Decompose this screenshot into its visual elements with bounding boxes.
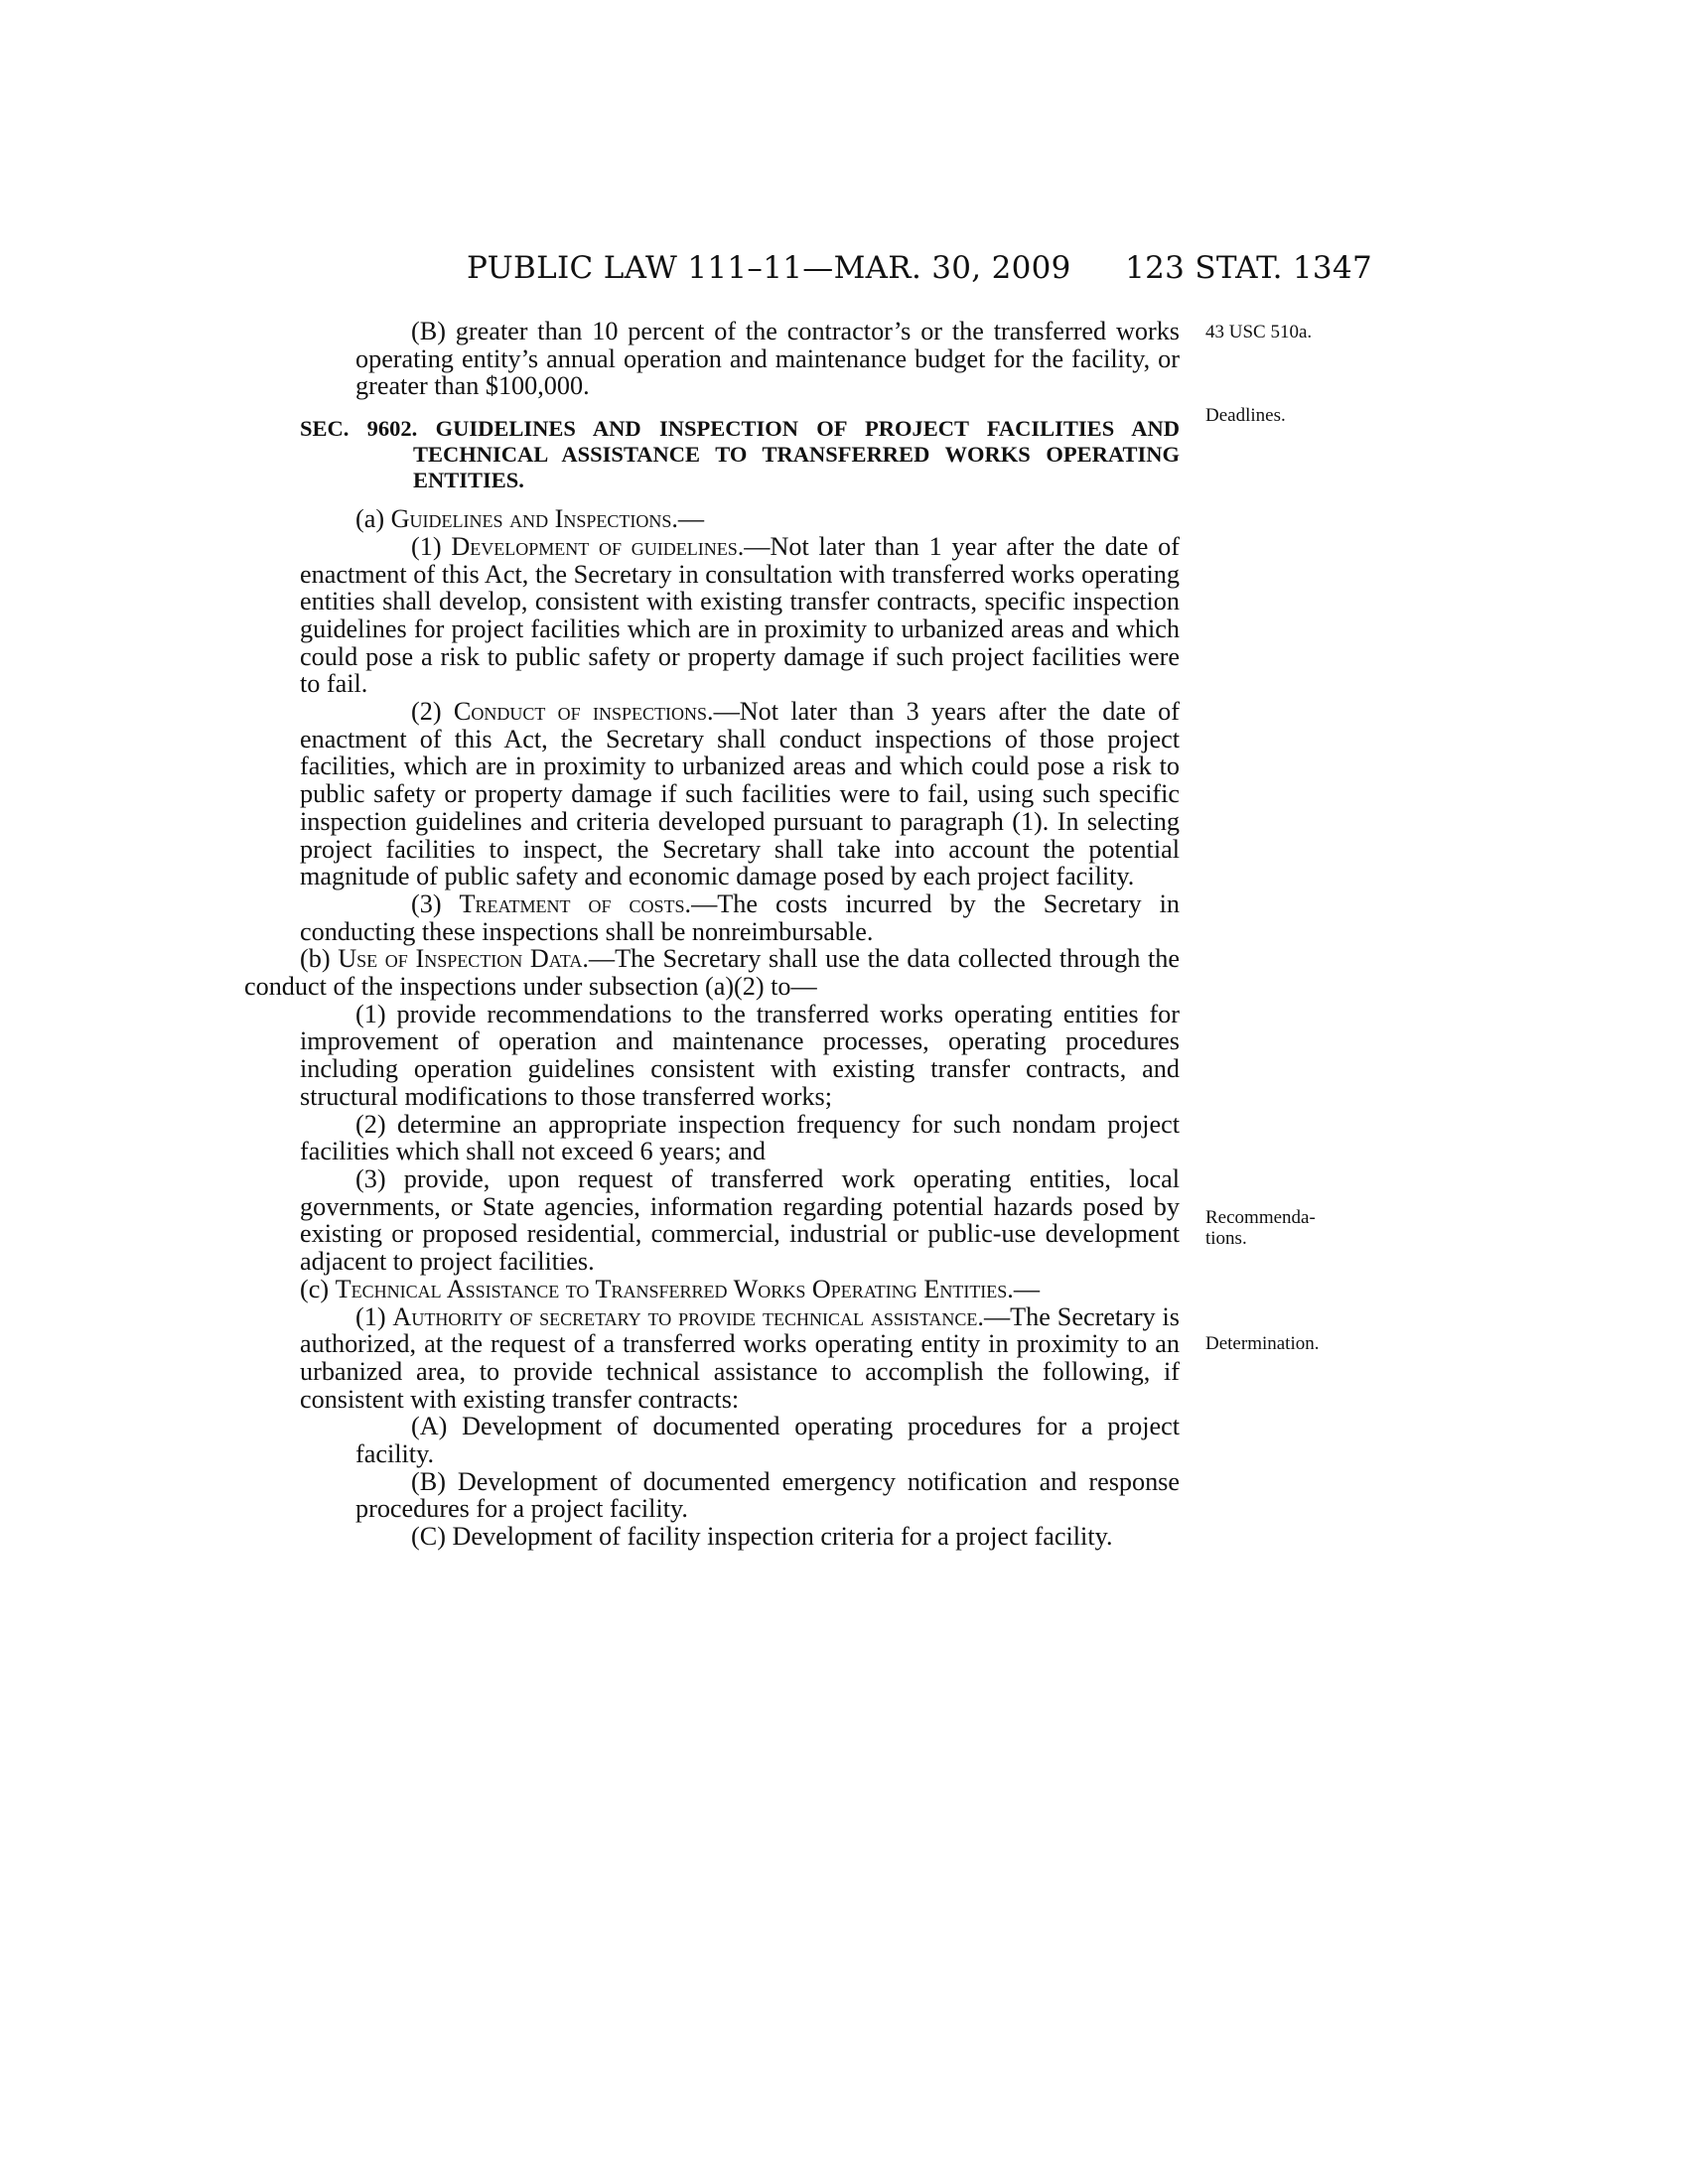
subparagraph-c1a: (A) Development of documented operating procedures for a project facility. [355,1412,1180,1469]
paragraph-c1 [300,1303,1180,1414]
paragraph-a1-title: Development of guidelines. [451,531,745,561]
paragraph-a3-title: Treatment of costs. [459,888,692,918]
paragraph-a3 [300,890,1180,945]
running-header-page-number: 123 STAT. 1347 [1125,250,1372,286]
paragraph-a2 [300,698,1180,890]
subparagraph-c1b: (B) Development of documented emergency notification and response procedures for a project facility. [355,1466,1180,1524]
statute-body [244,317,1180,1552]
subsection-b-title: Use of Inspection Data. [338,944,589,974]
paragraph-b2: (2) determine an appropriate inspection frequency for such nondam project facilities which shall not exceed 6 years; and [300,1109,1180,1166]
subsection-a-title: Guidelines and Inspections.— [390,504,705,534]
paragraph-b1: (1) provide recommendations to the transferred works operating entities for improvement of operation and maintenance processes, operating procedures including operation guidelines consistent with existing transfer contracts, and structural modifications to those transferred works; [300,999,1180,1111]
paragraph-a1-label: (1) [411,531,452,561]
paragraph-c1-text: —The Secretary is authorized, at the request of a transferred works operating entity in proximity to an urbanized area, to provide technical assistance to accomplish the following, if consistent with existing transfer contracts: [300,1301,1180,1414]
subsection-a-label: (a) [355,504,391,534]
margin-note-deadlines: Deadlines. [1205,405,1286,426]
subsection-a-heading [300,505,1180,533]
paragraph-a2-title: Conduct of inspections. [453,697,714,727]
subsection-c-title: Technical Assistance to Transferred Works Operating Entities.— [335,1274,1041,1303]
subsection-c-label: (c) [300,1274,336,1303]
subsection-b-label: (b) [300,944,339,974]
subsection-c-heading [244,1276,1180,1303]
margin-note-determination: Determination. [1205,1333,1320,1354]
margin-note-usc-citation: 43 USC 510a. [1205,322,1313,342]
paragraph-c1-title: Authority of secretary to provide technical assistance. [392,1301,984,1331]
paragraph-a1 [300,533,1180,698]
paragraph-c1-label: (1) [355,1301,393,1331]
paragraph-a1-text: —Not later than 1 year after the date of enactment of this Act, the Secretary in consultation with transferred works operating entities shall develop, consistent with existing transfer contracts, specific inspection guidelines for project facilities which are in proximity to urbanized areas and which could pose a risk to public safety or property damage if such project facilities were to fail. [300,531,1180,699]
margin-note-recommendations-line1: Recommenda- [1205,1207,1316,1228]
paragraph-a2-text: —Not later than 3 years after the date of enactment of this Act, the Secretary shall conduct inspections of those project facilities, which are in proximity to urbanized areas and which could pose a risk to public safety or property damage if such facilities were to fail, using such specific inspection guidelines and criteria developed pursuant to paragraph (1). In selecting project facilities to inspect, the Secretary shall take into account the potential magnitude of public safety and economic damage posed by each project facility. [300,697,1180,891]
paragraph-b3: (3) provide, upon request of transferred work operating entities, local governments, or State agencies, information regarding potential hazards posed by existing or proposed residential, commercial, industrial or public-use development adjacent to project facilities. [300,1163,1180,1277]
margin-note-recommendations-line2: tions. [1205,1228,1247,1249]
paragraph-a3-label: (3) [411,888,460,918]
subparagraph-c1c: (C) Development of facility inspection criteria for a project facility. [411,1522,1113,1552]
margin-note-recommendations [1205,1207,1344,1249]
subsection-b-text: —The Secretary shall use the data collected through the conduct of the inspections under subsection (a)(2) to— [244,944,1180,1002]
paragraph-a3-text: —The costs incurred by the Secretary in conducting these inspections shall be nonreimbursable. [300,888,1180,946]
subsection-b [244,945,1180,1000]
paragraph-a2-label: (2) [411,697,454,727]
section-heading: SEC. 9602. GUIDELINES AND INSPECTION OF PROJECT FACILITIES AND TECHNICAL ASSISTANCE TO TRANSFERRED WORKS OPERATING ENTITIES. [300,416,1180,493]
subparagraph-b-continued: (B) greater than 10 percent of the contractor’s or the transferred works operating entity’s annual operation and maintenance budget for the facility, or greater than $100,000. [355,317,1180,401]
running-header-title: PUBLIC LAW 111–11—MAR. 30, 2009 [467,250,1071,286]
